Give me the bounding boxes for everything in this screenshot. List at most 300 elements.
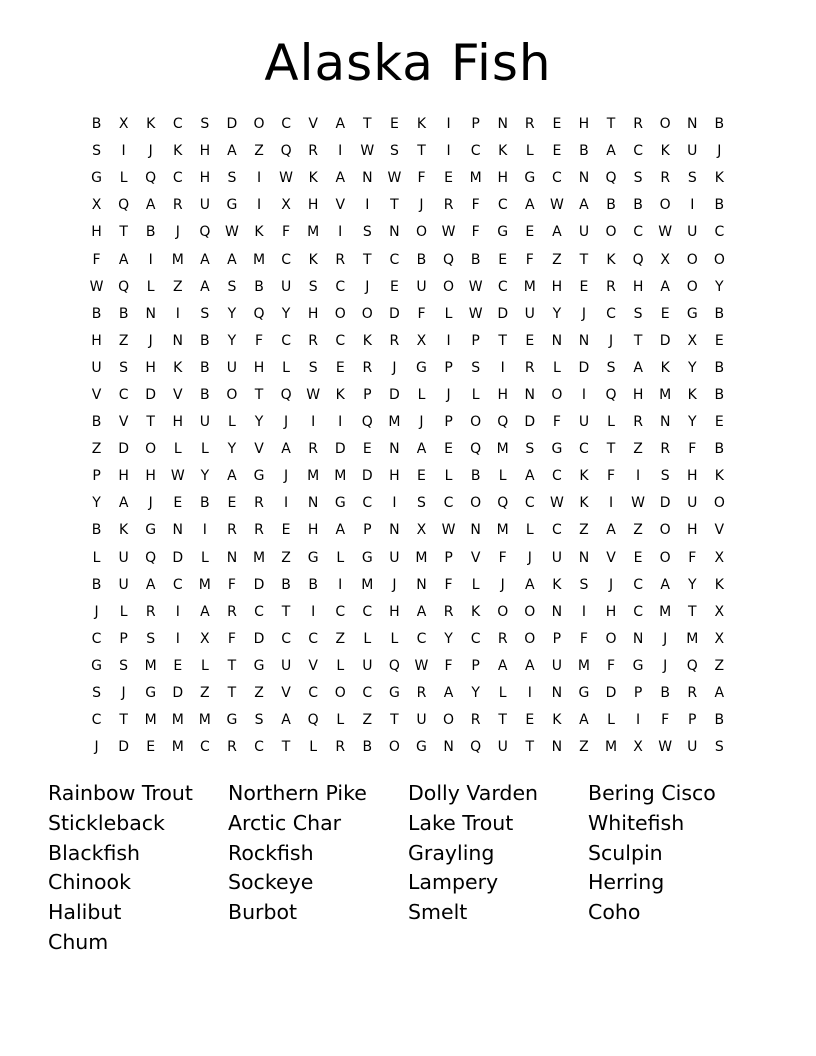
grid-letter[interactable]: S	[92, 143, 101, 160]
grid-letter[interactable]: B	[200, 386, 210, 403]
grid-letter[interactable]: R	[497, 630, 508, 647]
grid-letter[interactable]: W	[658, 739, 673, 756]
grid-letter[interactable]: R	[524, 116, 535, 133]
grid-letter[interactable]: K	[714, 170, 724, 187]
grid-letter[interactable]: E	[227, 495, 237, 512]
grid-letter[interactable]: O	[551, 386, 563, 403]
grid-letter[interactable]: K	[714, 576, 724, 593]
grid-letter[interactable]: H	[199, 143, 211, 160]
grid-letter[interactable]: Q	[118, 197, 130, 214]
grid-letter[interactable]: A	[443, 685, 454, 702]
grid-letter[interactable]: F	[688, 549, 697, 566]
grid-letter[interactable]: Z	[91, 441, 102, 458]
grid-letter[interactable]: O	[388, 739, 400, 756]
grid-letter[interactable]: H	[307, 197, 319, 214]
grid-letter[interactable]: J	[121, 685, 126, 702]
grid-letter[interactable]: O	[497, 603, 509, 620]
grid-letter[interactable]: T	[227, 685, 237, 702]
grid-letter[interactable]: N	[389, 522, 400, 539]
grid-letter[interactable]: U	[687, 224, 698, 241]
grid-letter[interactable]: I	[284, 495, 289, 512]
grid-letter[interactable]: W	[468, 305, 483, 322]
grid-letter[interactable]: B	[118, 305, 129, 322]
grid-letter[interactable]: L	[471, 576, 480, 593]
grid-letter[interactable]: C	[254, 739, 264, 756]
grid-letter[interactable]: O	[713, 251, 725, 268]
grid-letter[interactable]: B	[200, 332, 210, 349]
grid-letter[interactable]: C	[551, 468, 562, 485]
grid-letter[interactable]: G	[361, 549, 373, 566]
grid-letter[interactable]: W	[89, 278, 104, 295]
grid-letter[interactable]: D	[361, 468, 373, 485]
grid-letter[interactable]: G	[524, 170, 536, 187]
grid-letter[interactable]: Q	[361, 414, 373, 431]
grid-letter[interactable]: E	[335, 359, 345, 376]
grid-letter[interactable]: C	[281, 116, 291, 133]
grid-letter[interactable]: I	[446, 116, 451, 133]
grid-letter[interactable]: H	[307, 522, 319, 539]
grid-letter[interactable]: Z	[362, 712, 373, 729]
grid-letter[interactable]: N	[416, 576, 427, 593]
grid-letter[interactable]: P	[471, 332, 480, 349]
grid-letter[interactable]: B	[91, 116, 102, 133]
grid-letter[interactable]: L	[200, 441, 209, 458]
grid-letter[interactable]: G	[416, 739, 427, 756]
grid-letter[interactable]: W	[549, 197, 564, 214]
grid-letter[interactable]: B	[714, 712, 725, 729]
grid-letter[interactable]: B	[308, 576, 318, 593]
grid-letter[interactable]: D	[659, 495, 671, 512]
grid-letter[interactable]: K	[254, 224, 264, 241]
grid-letter[interactable]: M	[252, 549, 266, 566]
grid-letter[interactable]: B	[91, 522, 102, 539]
grid-letter[interactable]: C	[91, 712, 102, 729]
grid-letter[interactable]: M	[415, 549, 428, 566]
grid-letter[interactable]: P	[471, 116, 480, 133]
grid-letter[interactable]: S	[633, 305, 643, 322]
grid-letter[interactable]: Y	[715, 278, 724, 295]
grid-letter[interactable]: E	[173, 495, 183, 512]
grid-letter[interactable]: H	[145, 468, 156, 485]
grid-letter[interactable]: O	[686, 251, 698, 268]
grid-letter[interactable]: H	[389, 603, 400, 620]
grid-letter[interactable]: O	[605, 224, 617, 241]
grid-letter[interactable]: A	[552, 224, 562, 241]
grid-letter[interactable]: S	[227, 278, 237, 295]
grid-letter[interactable]: N	[172, 522, 184, 539]
grid-letter[interactable]: S	[362, 224, 372, 241]
grid-letter[interactable]: W	[468, 278, 483, 295]
grid-letter[interactable]: R	[633, 116, 643, 133]
grid-letter[interactable]: B	[714, 197, 725, 214]
grid-letter[interactable]: P	[688, 712, 697, 729]
grid-letter[interactable]: A	[118, 251, 129, 268]
grid-letter[interactable]: F	[688, 441, 697, 458]
grid-letter[interactable]: M	[469, 170, 482, 187]
grid-letter[interactable]: U	[497, 739, 508, 756]
grid-letter[interactable]: T	[633, 332, 643, 349]
grid-letter[interactable]: A	[579, 197, 589, 214]
grid-letter[interactable]: M	[659, 603, 672, 620]
grid-letter[interactable]: O	[659, 522, 671, 539]
grid-letter[interactable]: F	[254, 332, 264, 349]
grid-letter[interactable]: N	[551, 332, 563, 349]
grid-letter[interactable]: F	[661, 712, 670, 729]
grid-letter[interactable]: V	[281, 685, 291, 702]
grid-letter[interactable]: G	[253, 657, 265, 674]
grid-letter[interactable]: B	[281, 576, 291, 593]
grid-letter[interactable]: N	[362, 170, 373, 187]
grid-letter[interactable]: Y	[687, 576, 697, 593]
grid-letter[interactable]: X	[714, 603, 725, 620]
grid-letter[interactable]: C	[172, 576, 183, 593]
grid-letter[interactable]: L	[309, 739, 318, 756]
grid-letter[interactable]: D	[334, 441, 346, 458]
grid-letter[interactable]: V	[254, 441, 264, 458]
grid-letter[interactable]: W	[279, 170, 293, 187]
grid-letter[interactable]: I	[446, 143, 451, 160]
grid-letter[interactable]: T	[498, 712, 507, 729]
grid-letter[interactable]: A	[660, 576, 670, 593]
grid-letter[interactable]: G	[551, 441, 563, 458]
grid-letter[interactable]: K	[146, 116, 156, 133]
grid-letter[interactable]: C	[335, 603, 346, 620]
grid-letter[interactable]: A	[633, 359, 643, 376]
grid-letter[interactable]: K	[606, 251, 616, 268]
grid-letter[interactable]: I	[392, 495, 397, 512]
grid-letter[interactable]: O	[334, 685, 346, 702]
grid-letter[interactable]: L	[417, 386, 426, 403]
grid-letter[interactable]: Q	[145, 549, 157, 566]
grid-letter[interactable]: R	[308, 441, 319, 458]
grid-letter[interactable]: H	[686, 468, 698, 485]
grid-letter[interactable]: E	[714, 414, 724, 431]
grid-letter[interactable]: A	[606, 143, 616, 160]
grid-letter[interactable]: A	[281, 712, 291, 729]
grid-letter[interactable]: C	[362, 685, 373, 702]
grid-letter[interactable]: X	[687, 332, 698, 349]
grid-letter[interactable]: M	[198, 576, 211, 593]
grid-letter[interactable]: Q	[470, 739, 482, 756]
grid-letter[interactable]: C	[551, 170, 562, 187]
grid-letter[interactable]: G	[388, 685, 400, 702]
grid-letter[interactable]: E	[173, 657, 183, 674]
grid-letter[interactable]: A	[579, 712, 589, 729]
grid-letter[interactable]: D	[145, 386, 157, 403]
grid-letter[interactable]: T	[281, 603, 291, 620]
grid-letter[interactable]: D	[389, 305, 400, 322]
grid-letter[interactable]: B	[579, 143, 589, 160]
grid-letter[interactable]: Z	[172, 278, 183, 295]
grid-letter[interactable]: Q	[118, 278, 130, 295]
grid-letter[interactable]: M	[171, 712, 184, 729]
grid-letter[interactable]: N	[389, 224, 400, 241]
grid-letter[interactable]: N	[226, 549, 238, 566]
grid-letter[interactable]: C	[524, 495, 535, 512]
grid-letter[interactable]: X	[281, 197, 291, 214]
grid-letter[interactable]: H	[632, 278, 644, 295]
grid-letter[interactable]: S	[254, 712, 264, 729]
grid-letter[interactable]: U	[551, 549, 562, 566]
grid-letter[interactable]: F	[417, 305, 426, 322]
grid-letter[interactable]: K	[714, 468, 724, 485]
grid-letter[interactable]: S	[660, 468, 670, 485]
grid-letter[interactable]: S	[119, 657, 129, 674]
grid-letter[interactable]: A	[606, 522, 616, 539]
grid-letter[interactable]: U	[91, 359, 102, 376]
grid-letter[interactable]: M	[361, 576, 374, 593]
grid-letter[interactable]: R	[524, 359, 535, 376]
grid-letter[interactable]: Y	[92, 495, 101, 512]
grid-letter[interactable]: B	[714, 116, 725, 133]
grid-letter[interactable]: E	[417, 468, 426, 485]
grid-letter[interactable]: L	[336, 549, 345, 566]
grid-letter[interactable]: J	[148, 495, 153, 512]
grid-letter[interactable]: L	[607, 414, 615, 431]
grid-letter[interactable]: M	[307, 224, 320, 241]
grid-letter[interactable]: I	[256, 197, 262, 214]
grid-letter[interactable]: F	[579, 630, 588, 647]
grid-letter[interactable]: Q	[497, 414, 509, 431]
grid-letter[interactable]: O	[686, 278, 698, 295]
grid-letter[interactable]: L	[390, 630, 399, 647]
grid-letter[interactable]: M	[252, 251, 266, 268]
grid-letter[interactable]: N	[659, 414, 671, 431]
grid-letter[interactable]: R	[335, 739, 346, 756]
grid-letter[interactable]: W	[170, 468, 185, 485]
grid-letter[interactable]: G	[632, 657, 644, 674]
grid-letter[interactable]: J	[419, 414, 424, 431]
grid-letter[interactable]: J	[608, 332, 614, 349]
grid-letter[interactable]: E	[525, 332, 535, 349]
grid-letter[interactable]: C	[551, 522, 562, 539]
grid-letter[interactable]: R	[308, 332, 319, 349]
grid-letter[interactable]: C	[714, 224, 725, 241]
grid-letter[interactable]: F	[525, 251, 534, 268]
grid-letter[interactable]: F	[552, 414, 561, 431]
grid-letter[interactable]: M	[144, 712, 157, 729]
grid-letter[interactable]: O	[145, 441, 157, 458]
grid-letter[interactable]: A	[227, 143, 237, 160]
grid-letter[interactable]: O	[659, 549, 671, 566]
grid-letter[interactable]: T	[363, 116, 372, 133]
grid-letter[interactable]: U	[362, 657, 373, 674]
grid-letter[interactable]: V	[308, 657, 318, 674]
grid-letter[interactable]: D	[253, 630, 265, 647]
grid-letter[interactable]: J	[392, 359, 397, 376]
grid-letter[interactable]: E	[389, 116, 399, 133]
grid-letter[interactable]: X	[633, 739, 643, 756]
grid-letter[interactable]: C	[362, 495, 373, 512]
grid-letter[interactable]: F	[606, 657, 616, 674]
grid-letter[interactable]: M	[523, 278, 536, 295]
grid-letter[interactable]: I	[311, 603, 316, 620]
grid-letter[interactable]: B	[91, 414, 102, 431]
grid-letter[interactable]: I	[175, 603, 180, 620]
grid-letter[interactable]: H	[497, 386, 508, 403]
grid-letter[interactable]: B	[145, 224, 156, 241]
grid-letter[interactable]: X	[91, 197, 102, 214]
grid-letter[interactable]: A	[118, 495, 129, 512]
grid-letter[interactable]: R	[254, 522, 264, 539]
grid-letter[interactable]: K	[660, 143, 670, 160]
grid-letter[interactable]: D	[578, 359, 590, 376]
grid-letter[interactable]: D	[253, 576, 265, 593]
grid-letter[interactable]: O	[443, 712, 455, 729]
grid-letter[interactable]: O	[470, 414, 482, 431]
grid-letter[interactable]: C	[308, 630, 319, 647]
grid-letter[interactable]: A	[200, 251, 210, 268]
grid-letter[interactable]: I	[446, 332, 451, 349]
grid-letter[interactable]: O	[443, 278, 455, 295]
grid-letter[interactable]: R	[660, 170, 671, 187]
grid-letter[interactable]: Y	[471, 685, 480, 702]
grid-letter[interactable]: L	[525, 143, 534, 160]
grid-letter[interactable]: D	[389, 386, 400, 403]
grid-letter[interactable]: S	[308, 359, 318, 376]
grid-letter[interactable]: Y	[552, 305, 562, 322]
grid-letter[interactable]: H	[632, 386, 644, 403]
grid-letter[interactable]: H	[172, 414, 184, 431]
grid-letter[interactable]: C	[199, 739, 210, 756]
grid-letter[interactable]: R	[416, 685, 427, 702]
grid-letter[interactable]: M	[171, 251, 184, 268]
grid-letter[interactable]: D	[497, 305, 509, 322]
grid-letter[interactable]: X	[118, 116, 129, 133]
grid-letter[interactable]: H	[551, 278, 563, 295]
grid-letter[interactable]: I	[581, 603, 587, 620]
grid-letter[interactable]: C	[497, 278, 508, 295]
grid-letter[interactable]: O	[524, 630, 536, 647]
grid-letter[interactable]: X	[200, 630, 210, 647]
grid-letter[interactable]: U	[416, 712, 427, 729]
grid-letter[interactable]: Z	[714, 657, 725, 674]
grid-letter[interactable]: C	[497, 197, 508, 214]
grid-letter[interactable]: A	[714, 685, 725, 702]
grid-letter[interactable]: L	[200, 657, 209, 674]
grid-letter[interactable]: N	[578, 170, 590, 187]
grid-letter[interactable]: M	[198, 712, 211, 729]
grid-letter[interactable]: T	[281, 739, 291, 756]
grid-letter[interactable]: K	[173, 143, 183, 160]
grid-letter[interactable]: T	[363, 251, 372, 268]
grid-letter[interactable]: B	[254, 278, 264, 295]
grid-letter[interactable]: G	[307, 549, 319, 566]
grid-letter[interactable]: J	[148, 143, 153, 160]
grid-letter[interactable]: Z	[118, 332, 129, 349]
grid-letter[interactable]: A	[525, 576, 535, 593]
grid-letter[interactable]: N	[578, 549, 590, 566]
grid-letter[interactable]: J	[419, 197, 424, 214]
grid-letter[interactable]: L	[119, 603, 128, 620]
grid-letter[interactable]: B	[362, 739, 373, 756]
grid-letter[interactable]: H	[253, 359, 265, 376]
grid-letter[interactable]: L	[173, 441, 182, 458]
grid-letter[interactable]: F	[444, 576, 453, 593]
grid-letter[interactable]: W	[549, 495, 564, 512]
grid-letter[interactable]: S	[200, 116, 210, 133]
grid-letter[interactable]: C	[91, 630, 102, 647]
grid-letter[interactable]: R	[660, 441, 671, 458]
grid-letter[interactable]: H	[605, 603, 617, 620]
grid-letter[interactable]: J	[284, 414, 289, 431]
grid-letter[interactable]: G	[91, 170, 102, 187]
grid-letter[interactable]: U	[551, 657, 562, 674]
grid-letter[interactable]: J	[527, 549, 532, 566]
grid-letter[interactable]: A	[525, 657, 535, 674]
grid-letter[interactable]: O	[470, 495, 482, 512]
grid-letter[interactable]: V	[91, 386, 102, 403]
grid-letter[interactable]: I	[338, 224, 343, 241]
grid-letter[interactable]: S	[525, 441, 535, 458]
grid-letter[interactable]: W	[360, 143, 375, 160]
grid-letter[interactable]: V	[470, 549, 481, 566]
grid-letter[interactable]: P	[119, 630, 128, 647]
grid-letter[interactable]: Q	[605, 386, 617, 403]
grid-letter[interactable]: L	[444, 468, 453, 485]
grid-letter[interactable]: T	[498, 332, 507, 349]
grid-letter[interactable]: T	[390, 197, 399, 214]
grid-letter[interactable]: L	[552, 359, 561, 376]
grid-letter[interactable]: K	[660, 359, 670, 376]
grid-letter[interactable]: W	[225, 224, 239, 241]
grid-letter[interactable]: C	[633, 603, 643, 620]
grid-letter[interactable]: Y	[687, 359, 697, 376]
grid-letter[interactable]: Z	[200, 685, 210, 702]
grid-letter[interactable]: J	[148, 332, 153, 349]
grid-letter[interactable]: T	[417, 143, 426, 160]
grid-letter[interactable]: R	[335, 251, 346, 268]
grid-letter[interactable]: S	[146, 630, 156, 647]
grid-letter[interactable]: U	[687, 143, 698, 160]
grid-letter[interactable]: J	[717, 143, 722, 160]
grid-letter[interactable]: I	[636, 712, 641, 729]
grid-letter[interactable]: B	[91, 305, 102, 322]
grid-letter[interactable]: U	[687, 739, 698, 756]
grid-letter[interactable]: T	[254, 386, 264, 403]
grid-letter[interactable]: H	[578, 116, 590, 133]
grid-letter[interactable]: N	[307, 495, 319, 512]
grid-letter[interactable]: C	[606, 305, 616, 322]
grid-letter[interactable]: F	[227, 576, 236, 593]
grid-letter[interactable]: O	[713, 495, 725, 512]
grid-letter[interactable]: I	[690, 197, 695, 214]
grid-letter[interactable]: I	[608, 495, 614, 512]
grid-letter[interactable]: P	[444, 359, 453, 376]
grid-letter[interactable]: O	[605, 630, 617, 647]
grid-letter[interactable]: K	[173, 359, 183, 376]
grid-letter[interactable]: U	[578, 224, 590, 241]
grid-letter[interactable]: T	[227, 657, 237, 674]
grid-letter[interactable]: M	[334, 468, 347, 485]
grid-letter[interactable]: E	[714, 332, 724, 349]
grid-letter[interactable]: M	[388, 414, 401, 431]
grid-letter[interactable]: Q	[280, 386, 292, 403]
grid-letter[interactable]: L	[498, 468, 507, 485]
grid-letter[interactable]: J	[608, 576, 614, 593]
grid-letter[interactable]: I	[338, 143, 343, 160]
grid-letter[interactable]: C	[281, 630, 291, 647]
grid-letter[interactable]: R	[254, 495, 264, 512]
grid-letter[interactable]: H	[307, 305, 319, 322]
grid-letter[interactable]: M	[577, 657, 590, 674]
grid-letter[interactable]: Q	[443, 251, 455, 268]
grid-letter[interactable]: Q	[497, 495, 509, 512]
grid-letter[interactable]: O	[361, 305, 373, 322]
grid-letter[interactable]: N	[524, 386, 536, 403]
grid-letter[interactable]: H	[686, 522, 698, 539]
grid-letter[interactable]: S	[579, 576, 589, 593]
